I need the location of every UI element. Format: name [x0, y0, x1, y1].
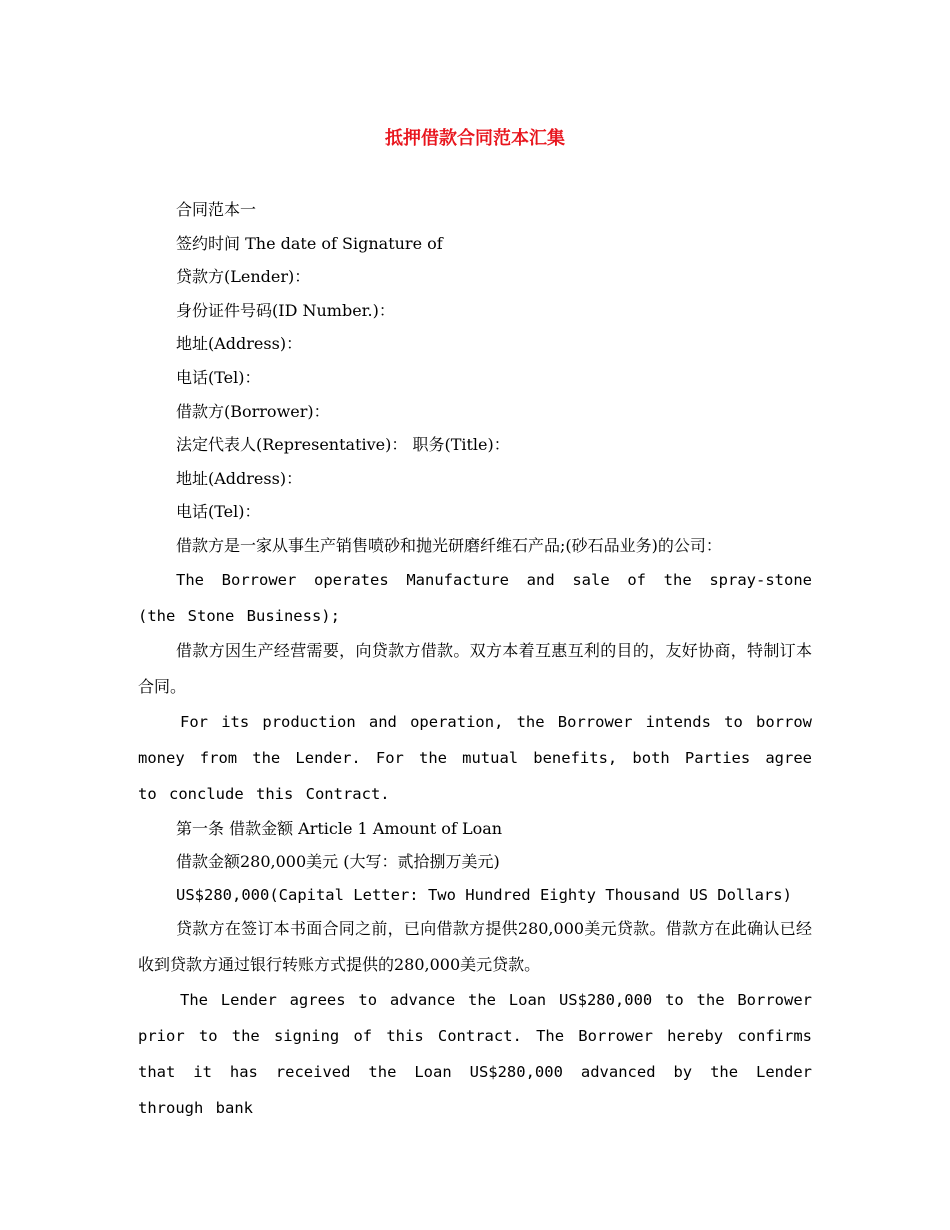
signature-date-line: 签约时间 The date of Signature of — [176, 233, 443, 253]
id-number-line: 身份证件号码(ID Number.)： — [176, 300, 395, 320]
contract-sample-heading: 合同范本一 — [176, 200, 257, 219]
loan-purpose-cn: 借款方因生产经营需要，向贷款方借款。双方本着互惠互利的目的，友好协商，特制订本合同。 — [138, 640, 812, 696]
borrower-business-cn: 借款方是一家从事生产销售喷砂和抛光研磨纤维石产品;(砂石品业务)的公司： — [176, 535, 722, 555]
loan-purpose-en: For its production and operation, the Borrower intends to borrow money from the Lender. For the mutual benefits, both Parties agree to conclude this Contract. — [138, 712, 812, 803]
borrower-tel-line: 电话(Tel)： — [176, 502, 261, 522]
borrower-address-line: 地址(Address)： — [176, 468, 303, 488]
document-body — [138, 193, 812, 1126]
document-title: 抵押借款合同范本汇集 — [385, 128, 565, 149]
borrower-business-en: The Borrower operates Manufacture and sale of the spray-stone (the Stone Business); — [138, 570, 812, 625]
article1-heading: 第一条 借款金额 Article 1 Amount of Loan — [176, 818, 503, 838]
lender-line: 贷款方(Lender)： — [176, 267, 311, 287]
loan-amount-cn: 借款金额280,000美元 (大写：贰拾捌万美元) — [176, 852, 500, 872]
lender-tel-line: 电话(Tel)： — [176, 367, 261, 387]
loan-amount-en: US$280,000(Capital Letter: Two Hundred Eighty Thousand US Dollars) — [176, 885, 792, 904]
loan-advance-cn: 贷款方在签订本书面合同之前，已向借款方提供280,000美元贷款。借款方在此确认已经收到贷款方通过银行转账方式提供的280,000美元贷款。 — [138, 919, 812, 975]
lender-address-line: 地址(Address)： — [176, 334, 303, 354]
loan-advance-en: The Lender agrees to advance the Loan US$280,000 to the Borrower prior to the signing of this Contract. The Borrower hereby confirms that it has received the Loan US$280,000 advanced by the Lender through bank — [138, 991, 812, 1118]
borrower-line: 借款方(Borrower)： — [176, 401, 330, 421]
representative-line: 法定代表人(Representative)： 职务(Title)： — [176, 435, 510, 455]
